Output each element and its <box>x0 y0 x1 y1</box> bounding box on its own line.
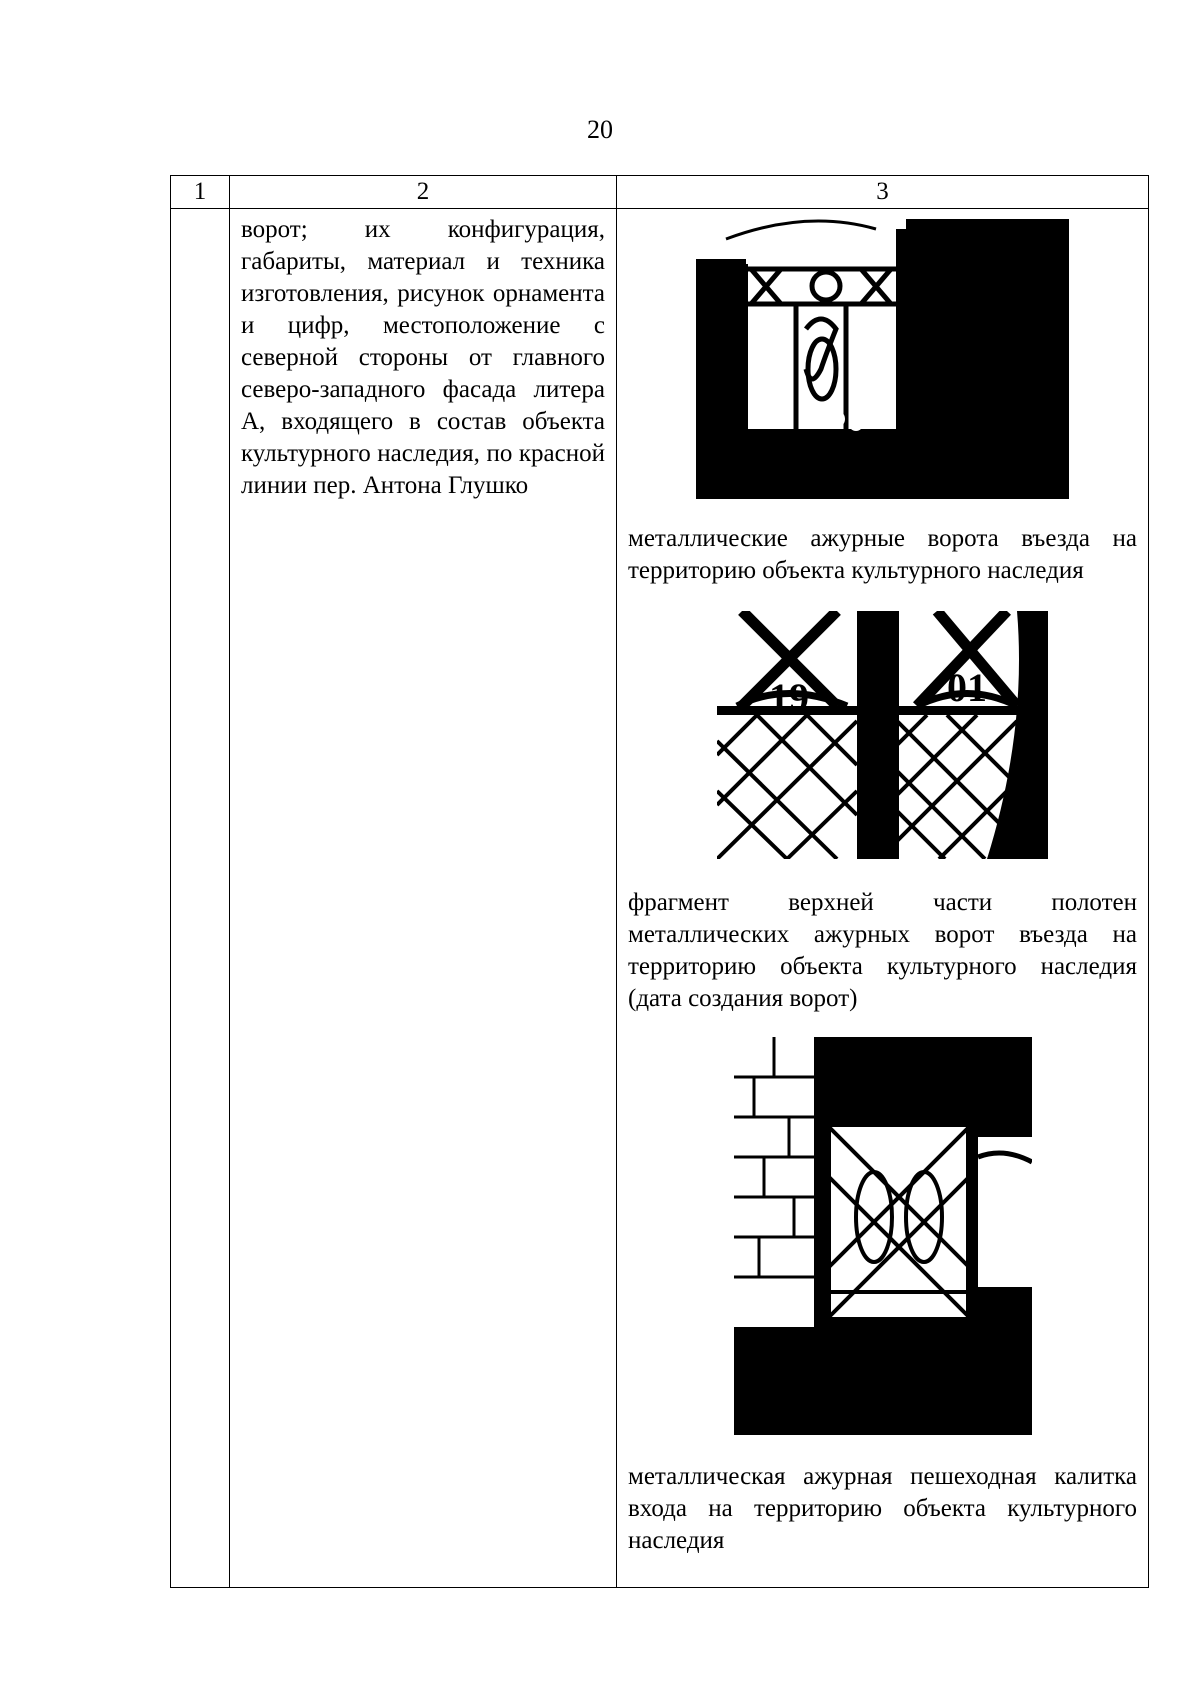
header-col-1: 1 <box>171 176 230 209</box>
photo-block-fragment <box>617 587 1148 1015</box>
object-description-table <box>170 175 1149 1588</box>
photo-caption-wicket: металлическая ажурная пешеходная калитка входа на территорию объекта культурного наследия <box>628 1463 1137 1554</box>
header-col-3: 3 <box>617 176 1149 209</box>
table-row <box>171 209 1149 1588</box>
table-header-row <box>171 176 1149 209</box>
gate-photo <box>696 219 1069 499</box>
date-digits-left: 19 <box>769 675 809 720</box>
header-col-2: 2 <box>230 176 617 209</box>
row-col-1 <box>171 209 230 1588</box>
wicket-gate-photo <box>734 1037 1032 1435</box>
row-col-3-photos <box>617 209 1149 1588</box>
photo-caption-gates: металлические ажурные ворота въезда на территорию объекта культурного наследия <box>628 525 1137 584</box>
photo-block-gates <box>617 209 1148 587</box>
photo-caption-fragment: фрагмент верхней части полотен металлических ажурных ворот въезда на территорию объекта культурного наследия (дата создания ворот) <box>628 889 1137 1012</box>
gate-description-text: ворот; их конфигурация, габариты, материал и техника изготовления, рисунок орнамента и цифр, местоположение с северной стороны от главного северо-западного фасада литера А, входящего в состав объекта культурного наследия, по красной линии пер. Антона Глушко <box>241 216 605 499</box>
date-digits-right: 01 <box>947 665 987 710</box>
gate-fragment-photo <box>717 611 1048 859</box>
row-col-2 <box>230 209 617 1588</box>
page-number: 20 <box>587 115 613 144</box>
photo-block-wicket <box>617 1015 1148 1557</box>
